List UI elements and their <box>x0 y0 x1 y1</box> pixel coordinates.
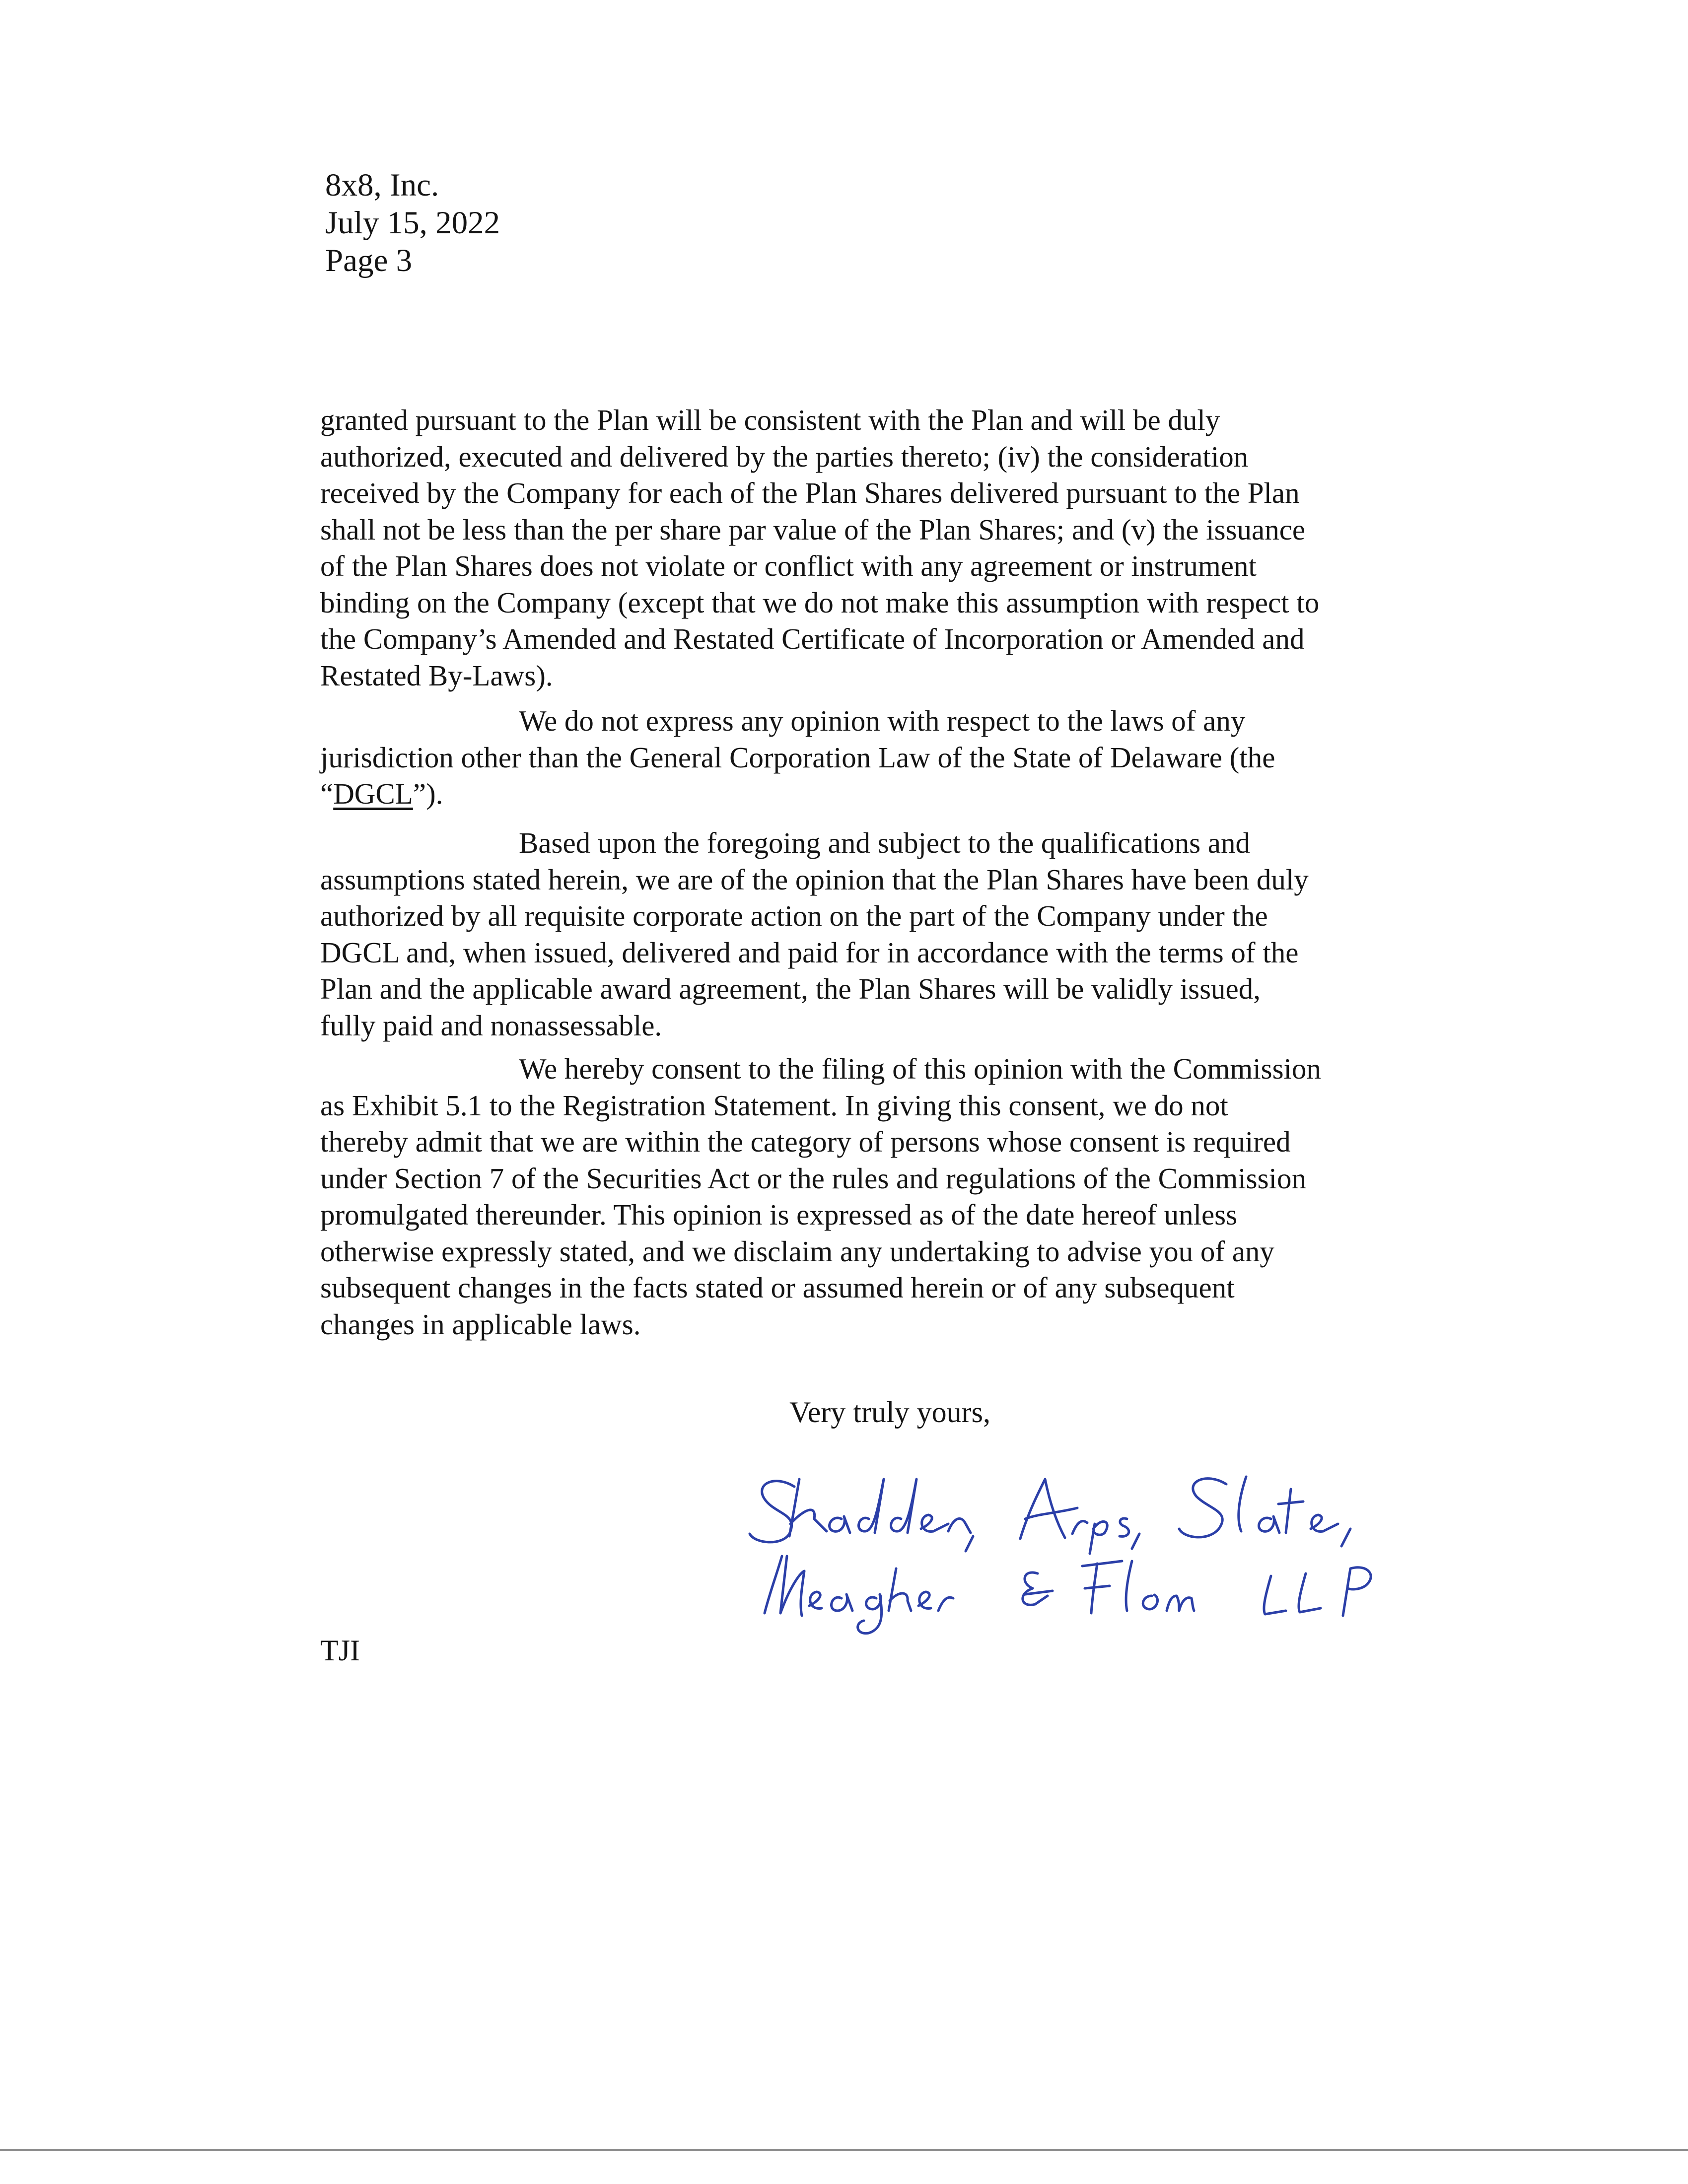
open-quote: “ <box>320 777 334 810</box>
text-line: We do not express any opinion with respect to the laws of any <box>519 704 1246 737</box>
defined-term-dgcl: DGCL <box>333 777 413 810</box>
text-line: assumptions stated herein, we are of the opinion that the Plan Shares have been duly <box>320 863 1309 896</box>
text-line: the Company’s Amended and Restated Certificate of Incorporation or Amended and <box>320 622 1305 655</box>
text-line: authorized by all requisite corporate action on the part of the Company under the <box>320 899 1268 932</box>
text-line: jurisdiction other than the General Corporation Law of the State of Delaware (the <box>320 741 1275 774</box>
paragraph-opinion <box>320 825 1412 1044</box>
text-line: Restated By-Laws). <box>320 659 553 692</box>
text-line: otherwise expressly stated, and we disclaim any undertaking to advise you of any <box>320 1234 1274 1268</box>
closing-salutation: Very truly yours, <box>789 1396 990 1429</box>
text-line: authorized, executed and delivered by the parties thereto; (iv) the consideration <box>320 440 1249 473</box>
text-line: DGCL and, when issued, delivered and paid for in accordance with the terms of the <box>320 936 1299 969</box>
text-line: granted pursuant to the Plan will be consistent with the Plan and will be duly <box>320 404 1220 436</box>
typist-initials: TJI <box>320 1634 360 1667</box>
close-quote: ”). <box>413 777 443 810</box>
text-line: received by the Company for each of the Plan Shares delivered pursuant to the Plan <box>320 477 1300 509</box>
addressee-company: 8x8, Inc. <box>325 167 439 203</box>
text-line: thereby admit that we are within the category of persons whose consent is required <box>320 1125 1291 1158</box>
text-line: fully paid and nonassessable. <box>320 1009 662 1042</box>
letter-date: July 15, 2022 <box>325 205 500 241</box>
text-line: subsequent changes in the facts stated or assumed herein or of any subsequent <box>320 1271 1235 1304</box>
text-line: changes in applicable laws. <box>320 1307 641 1341</box>
letter-header <box>325 166 500 279</box>
text-line: We hereby consent to the filing of this opinion with the Commission <box>519 1052 1321 1085</box>
paragraph-jurisdiction <box>320 703 1412 813</box>
text-line: shall not be less than the per share par value of the Plan Shares; and (v) the issuance <box>320 513 1306 546</box>
text-line: under Section 7 of the Securities Act or the rules and regulations of the Commission <box>320 1161 1306 1195</box>
text-line: promulgated thereunder. This opinion is expressed as of the date hereof unless <box>320 1198 1238 1231</box>
paragraph-consent <box>320 1051 1412 1343</box>
text-line: as Exhibit 5.1 to the Registration Statement. In giving this consent, we do not <box>320 1089 1228 1122</box>
text-line <box>320 776 1412 813</box>
text-line: Plan and the applicable award agreement, the Plan Shares will be validly issued, <box>320 972 1261 1005</box>
page-number: Page 3 <box>325 243 413 278</box>
text-line: of the Plan Shares does not violate or conflict with any agreement or instrument <box>320 549 1257 582</box>
text-line: binding on the Company (except that we do not make this assumption with respect to <box>320 586 1320 619</box>
paragraph-assumptions <box>320 402 1412 694</box>
text-line: Based upon the foregoing and subject to the qualifications and <box>519 826 1250 859</box>
handwritten-signature <box>735 1449 1440 1638</box>
page-bottom-rule <box>0 2149 1688 2151</box>
